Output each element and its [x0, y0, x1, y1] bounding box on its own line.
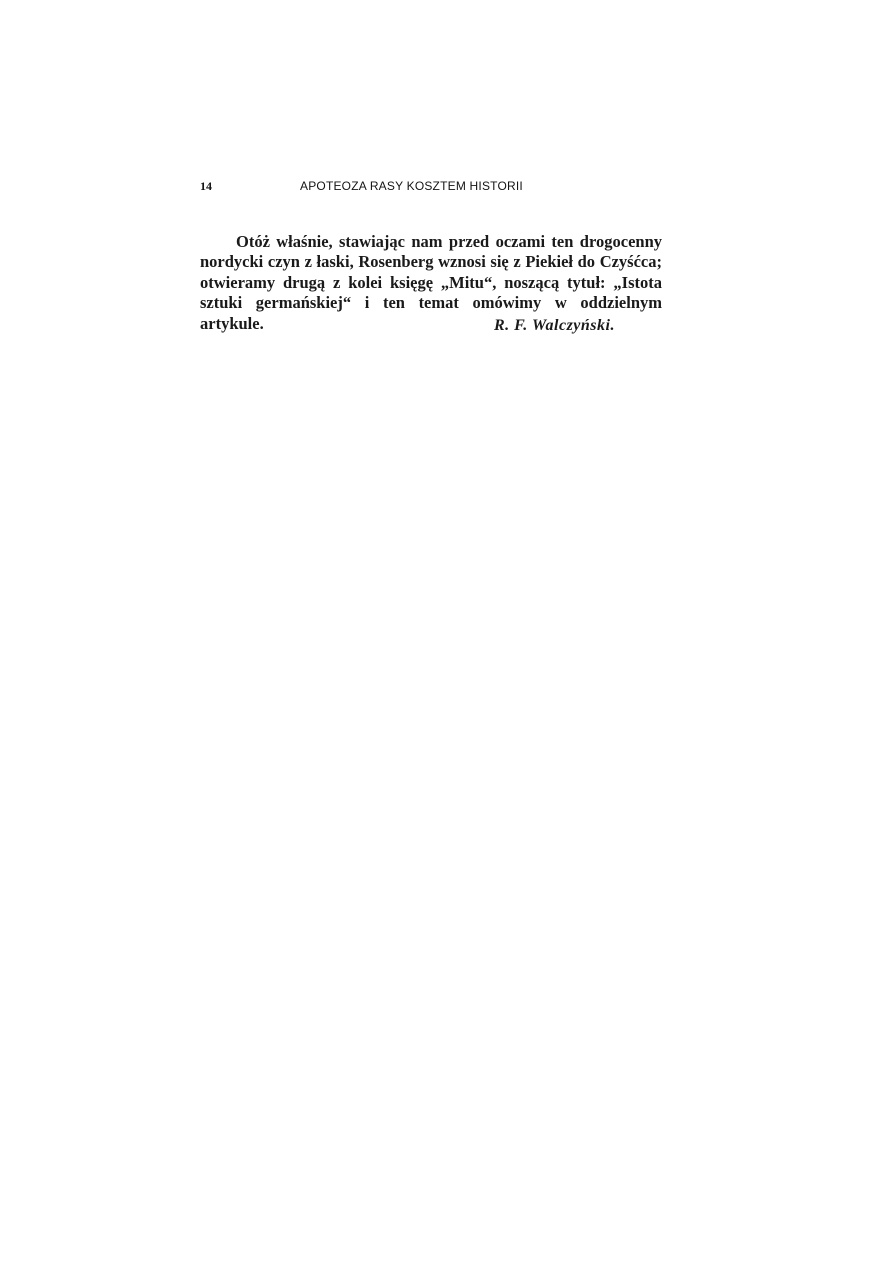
- running-title: APOTEOZA RASY KOSZTEM HISTORII: [300, 179, 523, 193]
- page-number: 14: [200, 179, 212, 193]
- page-header: [200, 179, 662, 197]
- body-paragraph: Otóż właśnie, stawiając nam przed oczami ten drogocenny nordycki czyn z łaski, Rosenberg wznosi się z Piekieł do Czyśćca; otwieramy drugą z kolei księgę „Mitu“, noszącą tytuł: „Istota sztuki germańskiej“ i ten temat omówimy w oddzielnym artykule.: [200, 231, 662, 333]
- author-signature: R. F. Walczyński.: [494, 317, 615, 334]
